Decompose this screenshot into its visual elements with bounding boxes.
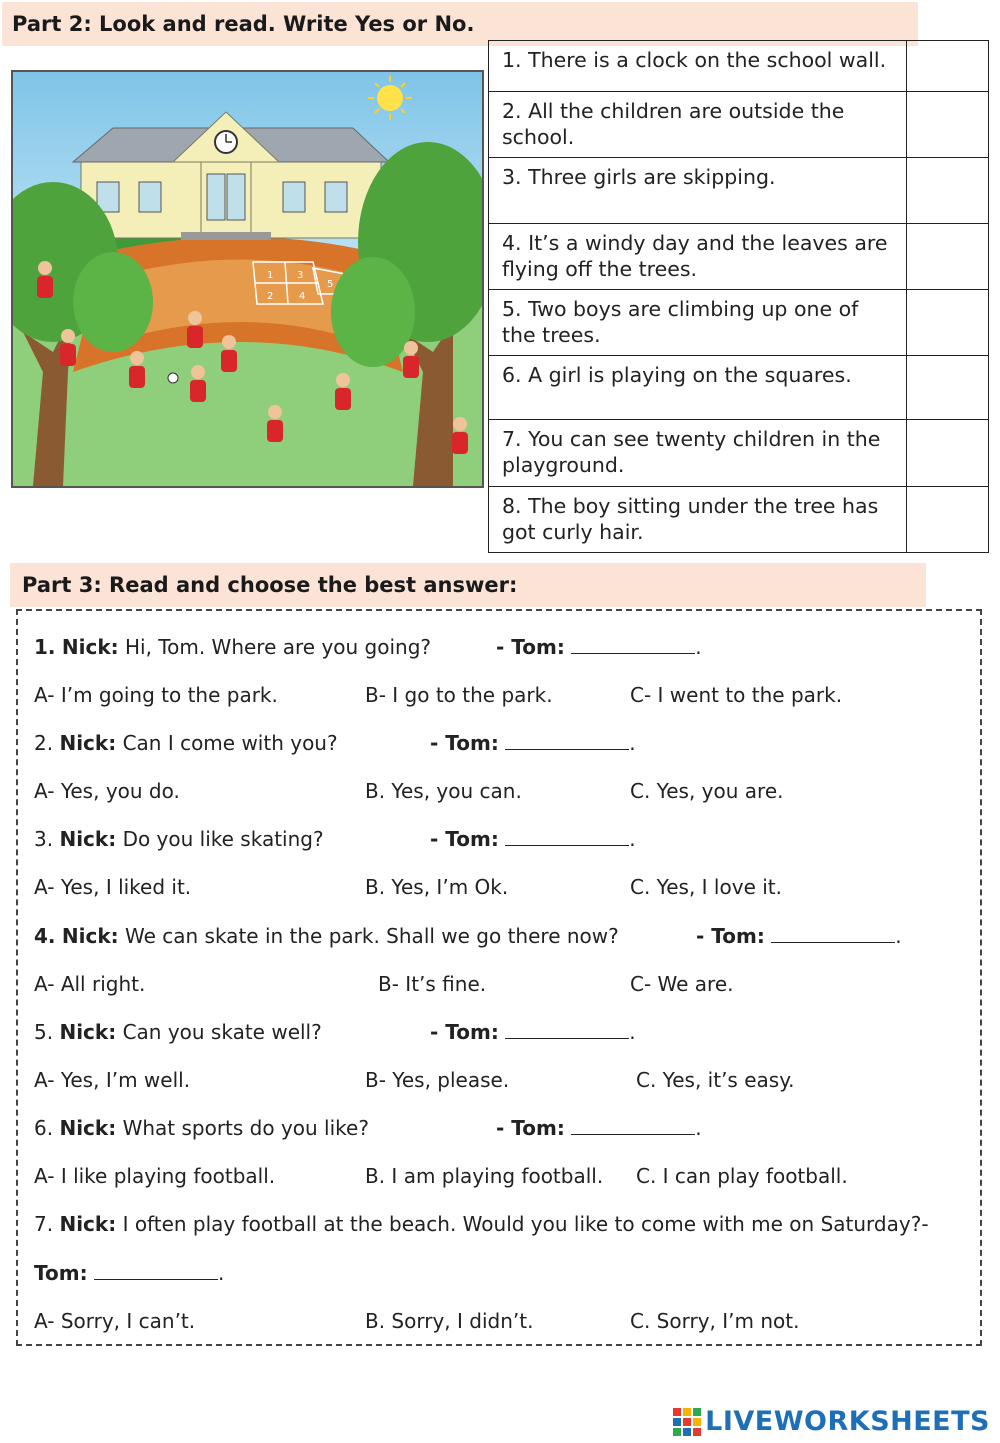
question-line: 3. Nick: Do you like skating? — [34, 827, 324, 851]
question-line: 4. Nick: We can skate in the park. Shall we go there now? — [34, 924, 619, 948]
question-cell: 5. Two boys are climbing up one of the trees. — [489, 290, 907, 356]
answer-blank[interactable] — [505, 827, 629, 846]
option-b[interactable]: B- I go to the park. — [365, 683, 553, 707]
option-b[interactable]: B. Sorry, I didn’t. — [365, 1309, 534, 1333]
answer-box[interactable] — [907, 356, 989, 420]
option-c[interactable]: C. Yes, I love it. — [630, 875, 782, 899]
answer-prompt: - Tom: . — [496, 1116, 702, 1140]
answer-box[interactable] — [907, 41, 989, 92]
question-line: 6. Nick: What sports do you like? — [34, 1116, 369, 1140]
option-a[interactable]: A- Yes, I liked it. — [34, 875, 192, 899]
option-b[interactable]: B- It’s fine. — [378, 972, 487, 996]
hopscotch-number: 5 — [327, 279, 334, 290]
question-line: 5. Nick: Can you skate well? — [34, 1020, 322, 1044]
question-line: 7. Nick: I often play football at the beach. Would you like to come with me on Saturday?- — [34, 1212, 929, 1236]
option-c[interactable]: C. Sorry, I’m not. — [630, 1309, 800, 1333]
question-cell: 3. Three girls are skipping. — [489, 158, 907, 224]
part3-heading: Part 3: Read and choose the best answer: — [10, 563, 926, 607]
option-a[interactable]: A- Yes, I’m well. — [34, 1068, 191, 1092]
answer-box[interactable] — [907, 92, 989, 158]
question-cell: 2. All the children are outside the school. — [489, 92, 907, 158]
question-cell: 7. You can see twenty children in the playground. — [489, 420, 907, 487]
multiple-choice-box — [16, 609, 982, 1346]
answer-prompt: - Tom: . — [496, 635, 702, 659]
answer-blank[interactable] — [571, 635, 695, 654]
answer-prompt: - Tom: . — [430, 827, 636, 851]
answer-prompt: - Tom: . — [430, 1020, 636, 1044]
football-icon — [168, 373, 178, 383]
logo-text: LIVEWORKSHEETS — [705, 1406, 990, 1437]
question-cell: 4. It’s a windy day and the leaves are flying off the trees. — [489, 224, 907, 290]
option-a[interactable]: A- I like playing football. — [34, 1164, 276, 1188]
option-b[interactable]: B. Yes, I’m Ok. — [365, 875, 509, 899]
question-cell: 6. A girl is playing on the squares. — [489, 356, 907, 420]
answer-blank[interactable] — [94, 1261, 218, 1280]
option-c[interactable]: C. Yes, you are. — [630, 779, 784, 803]
yes-no-table — [488, 40, 989, 553]
answer-box[interactable] — [907, 158, 989, 224]
answer-blank[interactable] — [771, 924, 895, 943]
answer-prompt: - Tom: . — [696, 924, 902, 948]
option-b[interactable]: B- Yes, please. — [365, 1068, 510, 1092]
answer-prompt: Tom: . — [34, 1261, 225, 1285]
answer-box[interactable] — [907, 487, 989, 553]
answer-box[interactable] — [907, 224, 989, 290]
school-playground-picture — [11, 70, 484, 488]
hopscotch-number: 1 — [267, 270, 274, 281]
option-c[interactable]: C. I can play football. — [636, 1164, 848, 1188]
option-b[interactable]: B. I am playing football. — [365, 1164, 604, 1188]
question-cell: 8. The boy sitting under the tree has got curly hair. — [489, 487, 907, 553]
answer-box[interactable] — [907, 290, 989, 356]
question-line: 1. Nick: Hi, Tom. Where are you going? — [34, 635, 432, 659]
option-a[interactable]: A- I’m going to the park. — [34, 683, 278, 707]
option-a[interactable]: A- Yes, you do. — [34, 779, 180, 803]
clock-icon — [215, 131, 237, 153]
answer-blank[interactable] — [571, 1116, 695, 1135]
option-c[interactable]: C- I went to the park. — [630, 683, 843, 707]
option-c[interactable]: C. Yes, it’s easy. — [636, 1068, 795, 1092]
answer-box[interactable] — [907, 420, 989, 487]
hopscotch-number: 3 — [297, 270, 304, 281]
part2-heading: Part 2: Look and read. Write Yes or No. — [2, 2, 918, 46]
answer-prompt: - Tom: . — [430, 731, 636, 755]
hopscotch-number: 4 — [299, 291, 306, 302]
option-a[interactable]: A- Sorry, I can’t. — [34, 1309, 196, 1333]
option-a[interactable]: A- All right. — [34, 972, 146, 996]
logo-grid-icon — [673, 1408, 701, 1436]
option-c[interactable]: C- We are. — [630, 972, 734, 996]
question-line: 2. Nick: Can I come with you? — [34, 731, 338, 755]
option-b[interactable]: B. Yes, you can. — [365, 779, 522, 803]
hopscotch-number: 2 — [267, 291, 274, 302]
answer-blank[interactable] — [505, 731, 629, 750]
question-cell: 1. There is a clock on the school wall. — [489, 41, 907, 92]
answer-blank[interactable] — [505, 1020, 629, 1039]
liveworksheets-logo[interactable] — [673, 1406, 990, 1437]
